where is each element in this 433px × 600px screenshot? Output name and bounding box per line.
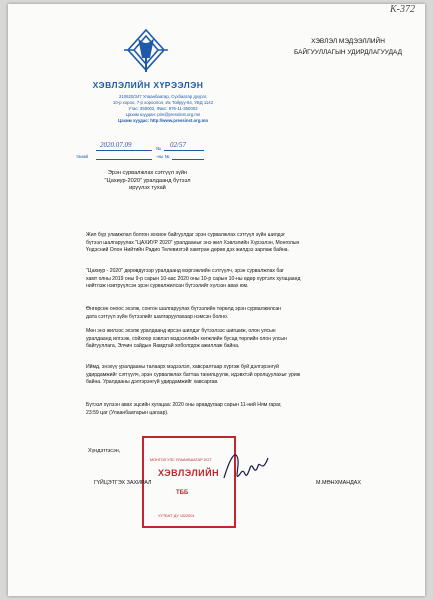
stamp-top-text: МОНГОЛ УЛС УЛААНБААТАР ХОТ [150,458,212,462]
stamp-bottom-text: УУТБНТ ДУ 1022001 [158,514,195,518]
signatory-title: ГҮЙЦЭТГЭХ ЗАХИРАЛ [94,480,152,486]
paragraph-line: Үндэсний Олон Нийтийн Радио Телевизтэй хамтран дөрөв дэх жилдээ зарлаж байна. [86,247,289,253]
address-line: Цахим шуудан: pim@pressinst.org.mn [125,112,201,117]
reference-number-underline [172,159,204,160]
handwritten-number: 02/57 [170,141,186,149]
paragraph-line: "Цахиур - 2020" дөрөвдүгээр уралдаанд мэргэжлийн сэтгүүлч, эрэн сурвалжлах баг [86,268,284,274]
date-label: танай [76,154,89,159]
organization-logo-icon [120,26,172,76]
subject-line: Эрэн сурвалжлах сэтгүүл зүйн [107,170,188,176]
paragraph-line: хамт олны 2019 оны 9-р сарын 10-аас 2020 оны 10-р сарын 10-ны өдөр хүртэлх хугацаанд [86,275,301,282]
subject-line: ирүүлэх тухай [129,185,166,192]
paragraph-line: уралдаанд илгээж, сойхоор хэвлэл мэдээллийн хөгжлийн бусад төрлийн олон улсын [86,335,287,342]
body-paragraph [86,268,396,291]
body-paragraph [86,232,396,255]
date-underline [96,150,152,151]
signatory-name: М.МӨНХМАНДАХ [316,480,361,486]
paragraph-line: Жил бүр уламжлал болгон зохион байгуулдаг эрэн сурвалжлах сэтгүүл зүйн шилдэг [86,232,286,238]
number-label: № [156,146,161,151]
paragraph-line: Иймд, энэхүү уралдааны талаарх мэдээлэл, хавсралтаар хүргэж буй дэлгэрэнгүй [86,364,279,370]
body-paragraph [86,306,396,321]
reference-number-label: -ны № [156,154,170,159]
recipient-block [278,36,418,58]
paragraph-line: нийтлэж нэвтрүүлсэн эрэн сурвалжилсан бүтээлийг хүлээн авах юм. [86,283,249,289]
document-page [8,4,425,596]
paragraph-line: байгууллага, Элчин сайдын Яамдтай хоболгдож ажиллаж байна. [86,343,240,349]
reference-date-underline [96,159,152,160]
body-paragraph [86,402,396,417]
body-paragraph [86,328,396,351]
address-line: Цахим хуудас: http://www.pressinst.org.mn [117,118,209,123]
body-paragraph [86,364,396,387]
paragraph-line: 23:59 цаг (Улаанбаатарын цагаар). [86,409,169,416]
address-line: 210620/347 Улаанбаатар, Сүхбаатар дүүрэг, [118,94,208,99]
stamp-abbr: ТББ [176,490,189,496]
address-line: 10-р хороо, 7-р хороолол, Их Тойруу-54, УБД 1142 [112,100,214,105]
number-underline [164,150,204,151]
paragraph-line: бүтээл шалгаруулах "ЦАХИУР 2020" уралдааныг энэ жил Хэвлэлийн Хүрээлэн, Монголын [86,239,300,246]
recipient-line: БАЙГУУЛЛАГЫН УДИРДЛАГУУДАД [294,49,402,56]
paragraph-line: байна. Уралдааны дэлгэрэнгүй удирдамжийг хавсаргав. [86,379,219,385]
paragraph-line: удирдамжийг сэтгүүлч, эрэн сурвалжлах баттаа танилцуулж, идэвхтэй оролцуулахыг уриж [86,371,301,378]
paragraph-line: Бүтээл хүлээн авах эцсийн хугацаа: 2020 оны аравдугаар сарын 11-ний Ням гараг, [86,402,282,408]
signature-icon [220,438,272,490]
closing-text: Хүндэтгэсэн, [88,448,121,454]
stamp-main-text: ХЭВЛЭЛИЙН [158,468,220,478]
paragraph-line: дата сэтгүүл зүйн бүтээлийг шалгаруулахаар нэмсэн болно. [86,313,229,320]
subject-block [100,170,195,193]
recipient-line: ХЭВЛЭЛ МЭДЭЭЛЛИЙН [311,38,385,45]
paragraph-line: Мөн энэ жилээс эхэлж уралдаанд ирсэн шилдэг бүтээлээс шигшиж, олон улсын [86,328,276,334]
subject-line: "Цахиур-2020" уралдаанд бүтээл [104,177,191,184]
organization-name: ХЭВЛЭЛИЙН ХҮРЭЭЛЭН [92,80,204,90]
organization-address [88,94,238,124]
paragraph-line: Өнгөрсөн оноос эхэлж, сонгон шалгаруулах бүтээлийн төрөлд эрэн сурвалжилсан [86,306,281,312]
reference-code: К-372 [390,4,415,15]
handwritten-date: 2020.07.09 [100,141,132,149]
address-line: Утас: 350002, Факс: 976-11-350002 [128,106,198,111]
